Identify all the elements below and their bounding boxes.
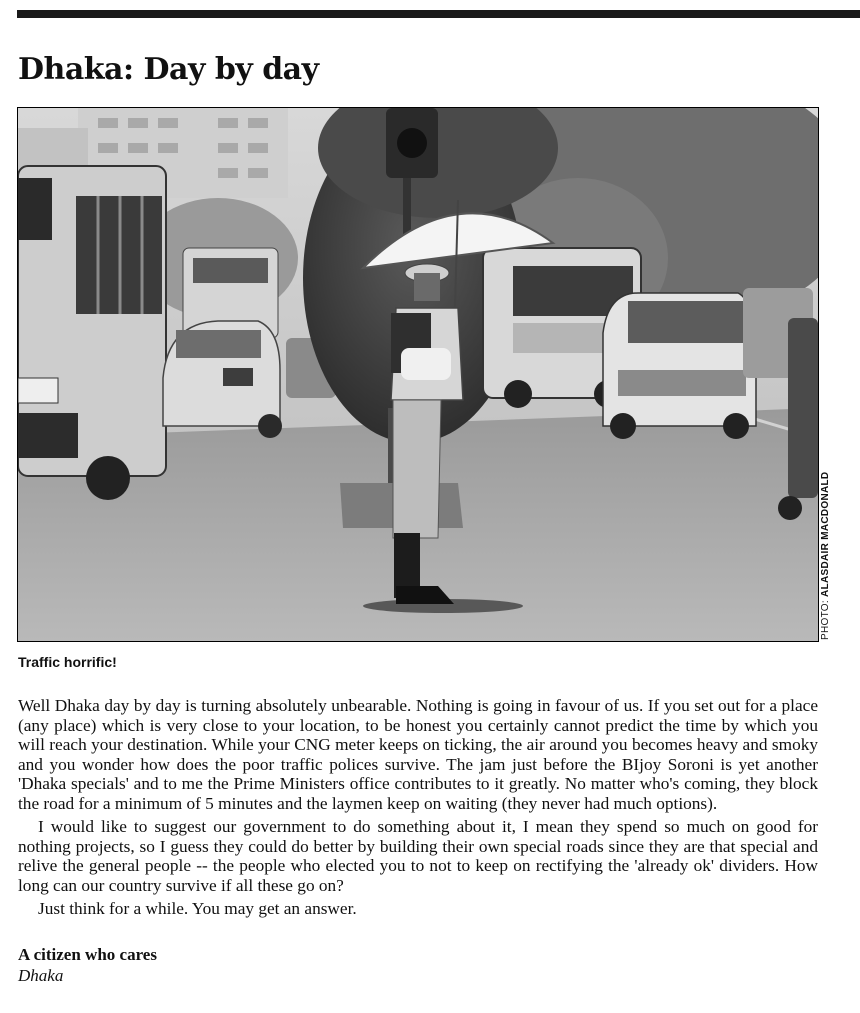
top-rule: [17, 10, 860, 18]
traffic-photo: [17, 107, 819, 642]
author-signature: A citizen who cares: [18, 945, 157, 964]
photo-credit-name: ALASDAIR MACDONALD: [820, 471, 831, 597]
photo-caption: Traffic horrific!: [18, 654, 117, 670]
photo-credit: [820, 472, 831, 640]
article-body: [18, 696, 818, 923]
article-title: Dhaka: Day by day: [18, 52, 319, 87]
traffic-photo-illustration: [18, 108, 818, 641]
article-paragraph: Just think for a while. You may get an answer.: [38, 899, 357, 918]
author-location: Dhaka: [18, 966, 64, 985]
article-paragraph: I would like to suggest our government to do something about it, I mean they spend so much on good for nothing projects, so I guess they could do better by building their own special roads since they are that special and relive the general people -- the people who elected you to not to keep on rectifying the 'already ok' dividers. How long can our country survive if all these go on?: [18, 817, 818, 895]
photo-credit-label: PHOTO:: [820, 596, 831, 640]
article-paragraph: Well Dhaka day by day is turning absolutely unbearable. Nothing is going in favour of us. If you set out for a place (any place) which is very close to your location, to be honest you certainly cannot predict the time by which you will reach your destination. While your CNG meter keeps on ticking, the air around you becomes heavy and smoky and you wonder how does the poor traffic polices survive. The jam just before the BIjoy Soroni is yet another 'Dhaka specials' and to me the Prime Ministers office contributes to it greatly. No matter who's coming, they block the road for a minimum of 5 minutes and the laymen keep on waiting (they never had much options).: [18, 696, 818, 813]
